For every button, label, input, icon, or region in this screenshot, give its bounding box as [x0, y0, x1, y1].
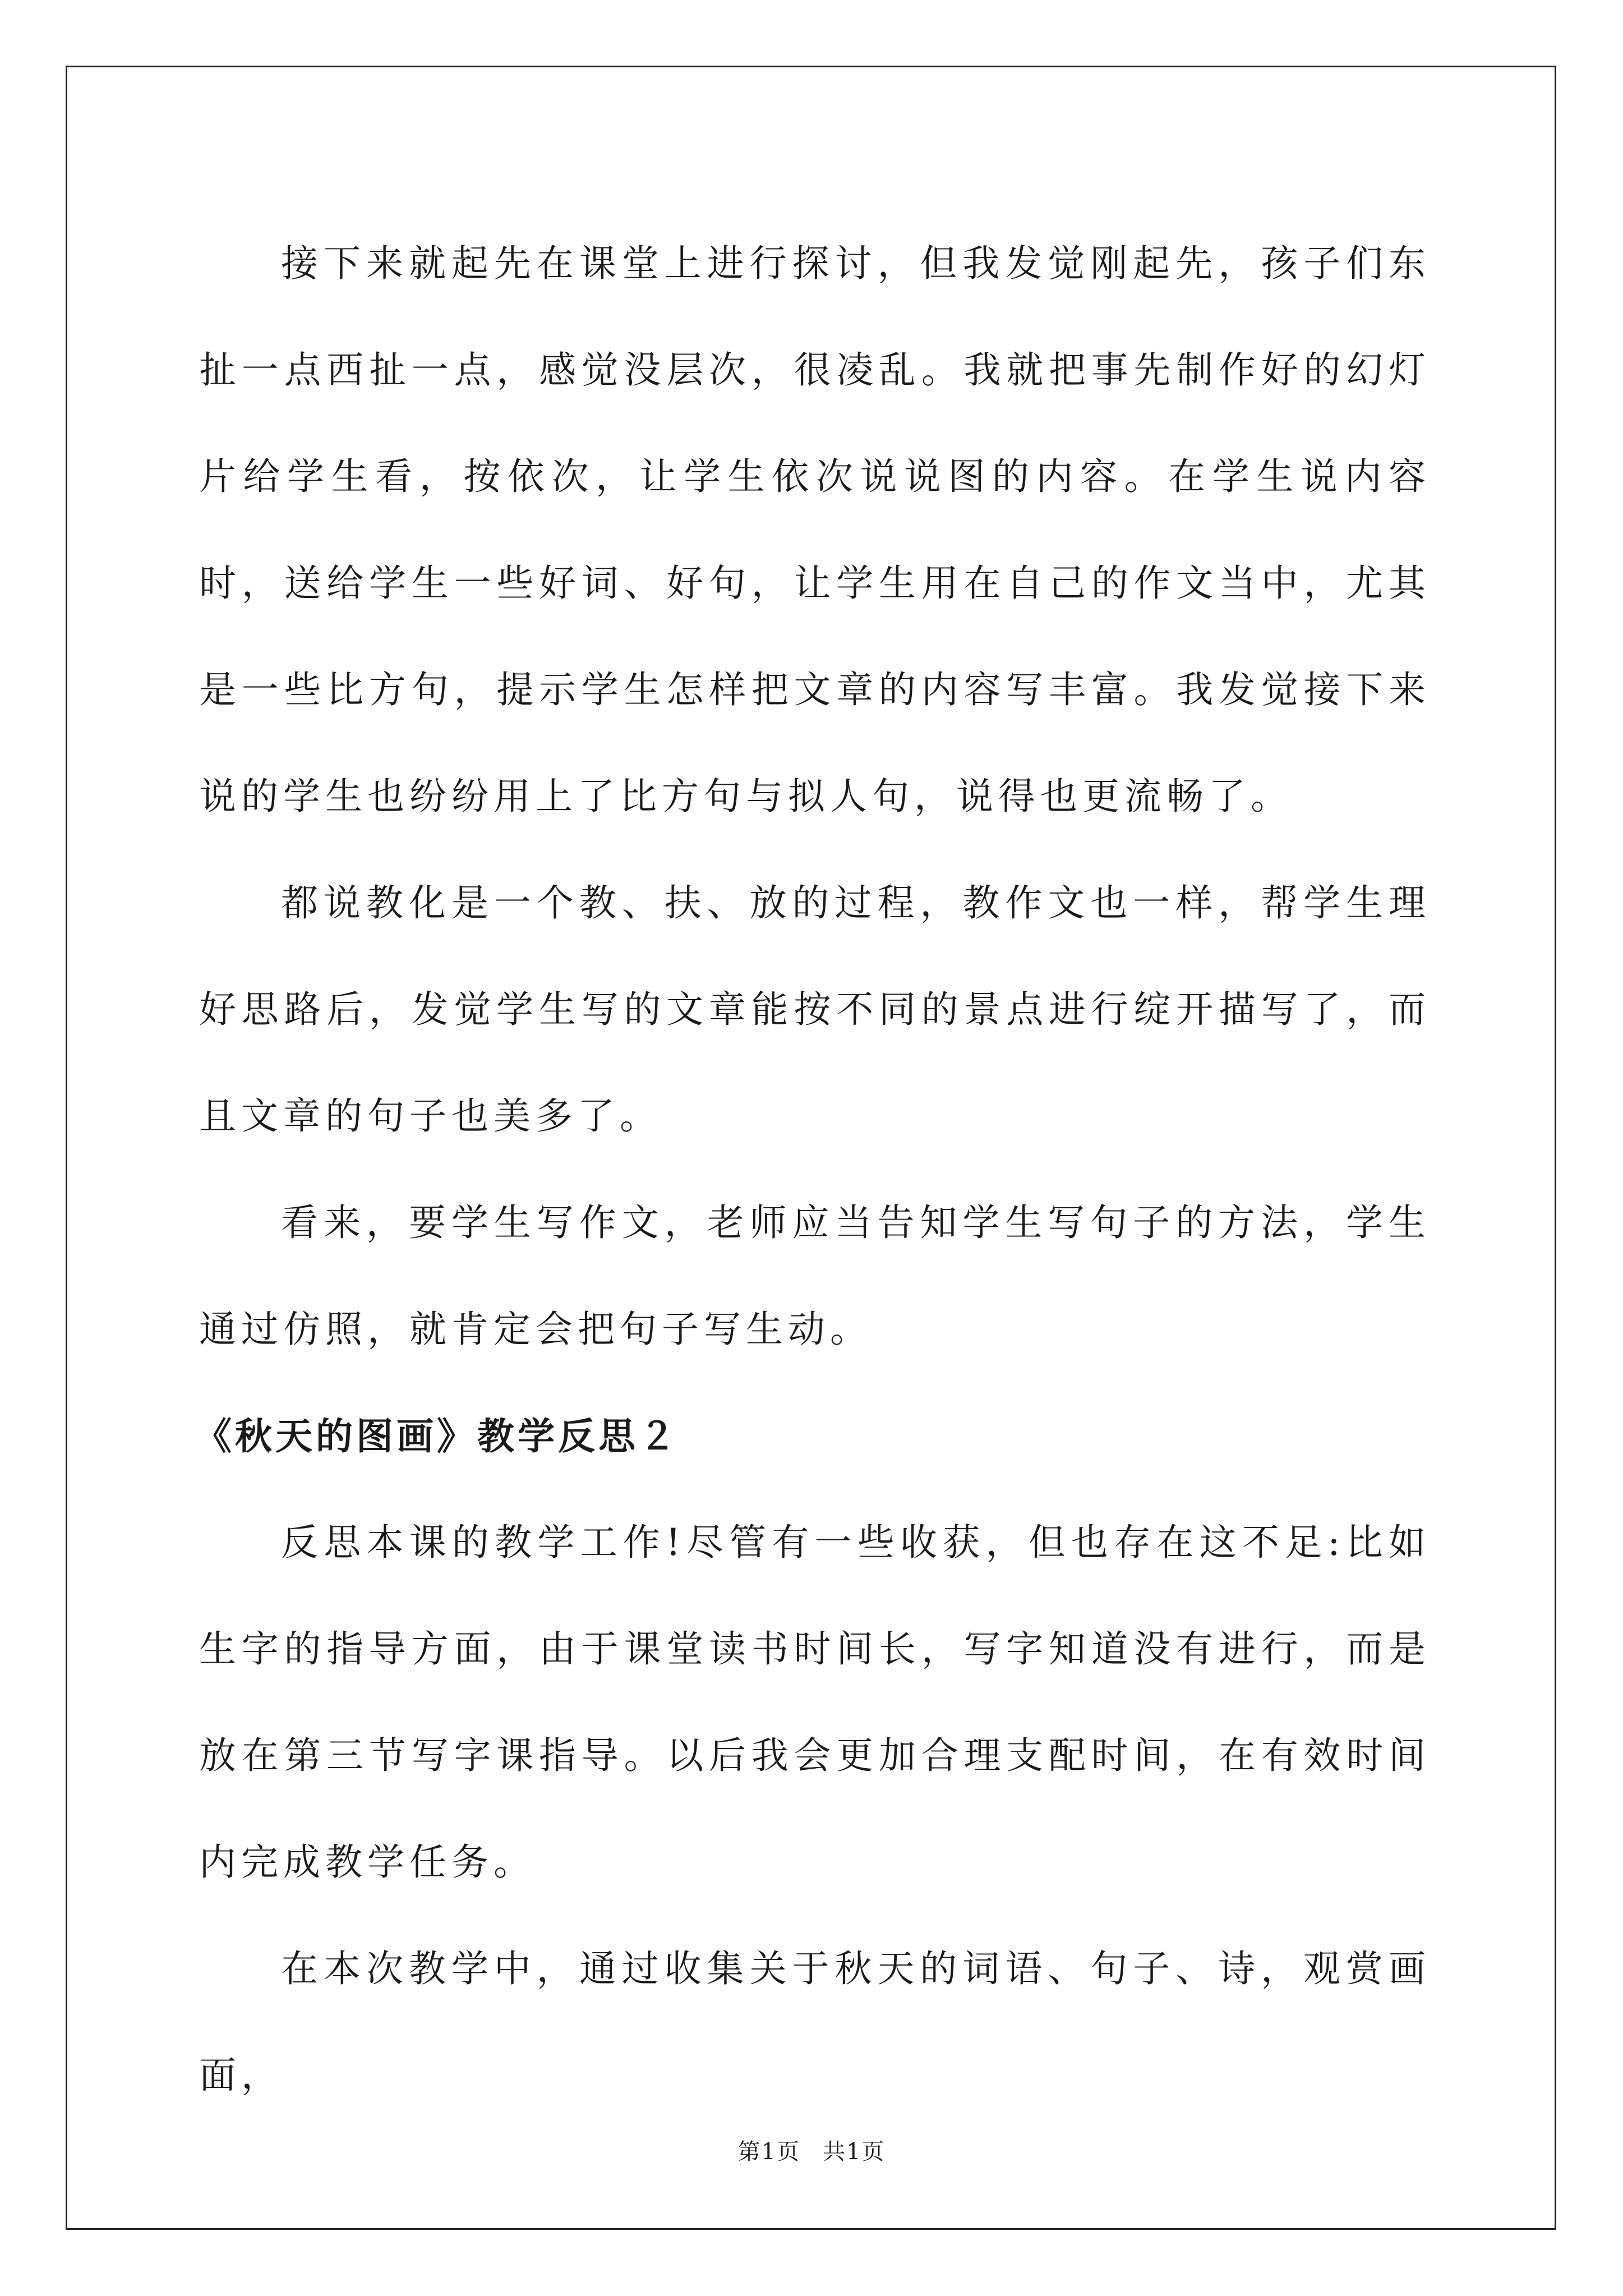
paragraph-5: 在本次教学中，通过收集关于秋天的词语、句子、诗，观赏画面，	[199, 1947, 1431, 2097]
page-total: 共1页	[823, 2139, 886, 2165]
page-number: 第1页	[737, 2139, 800, 2165]
paragraph-4: 反思本课的教学工作!尽管有一些收获，但也存在这不足:比如生字的指导方面，由于课堂读书时间长，写字知道没有进行，而是放在第三节写字课指导。以后我会更加合理支配时间，在有效时间内完成教学任务。	[199, 1521, 1431, 1884]
section-title: 《秋天的图画》教学反思２	[195, 1414, 679, 1458]
paragraph-1: 接下来就起先在课堂上进行探讨，但我发觉刚起先，孩子们东扯一点西扯一点，感觉没层次，很凌乱。我就把事先制作好的幻灯片给学生看，按依次，让学生依次说说图的内容。在学生说内容时，送给学生一些好词、好句，让学生用在自己的作文当中，尤其是一些比方句，提示学生怎样把文章的内容写丰富。我发觉接下来说的学生也纷纷用上了比方句与拟人句，说得也更流畅了。	[199, 242, 1431, 818]
paragraph-2: 都说教化是一个教、扶、放的过程，教作文也一样，帮学生理好思路后，发觉学生写的文章能按不同的景点进行绽开描写了，而且文章的句子也美多了。	[199, 881, 1431, 1138]
document-body	[195, 210, 1431, 2129]
paragraph-3: 看来，要学生写作文，老师应当告知学生写句子的方法，学生通过仿照，就肯定会把句子写生动。	[199, 1201, 1431, 1351]
page-footer	[0, 2135, 1623, 2169]
